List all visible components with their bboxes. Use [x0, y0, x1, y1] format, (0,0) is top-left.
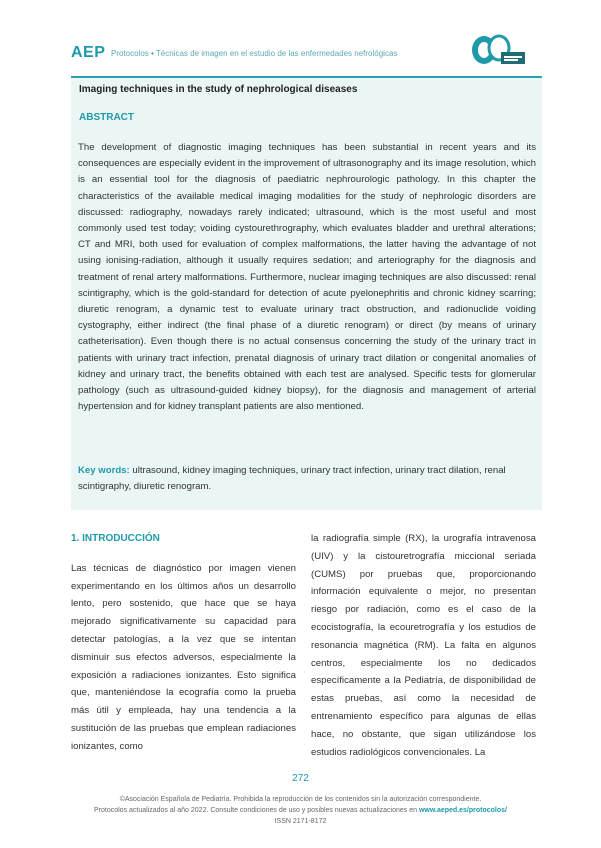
footer-update-line	[0, 805, 601, 816]
section-title: 1. INTRODUCCIÓN	[71, 533, 160, 544]
page-footer	[0, 794, 601, 827]
footer-issn: ISSN 2171-8172	[274, 818, 327, 825]
page-header	[71, 40, 541, 74]
page-number: 272	[292, 773, 309, 784]
header-section: Protocolos	[111, 49, 149, 58]
aep-logo: AEP	[71, 44, 106, 61]
header-subtitle: Técnicas de imagen en el estudio de las enfermedades nefrológicas	[155, 49, 398, 58]
abstract-body: The development of diagnostic imaging techniques has been substantial in recent years and its consequences are especially evident in the improvement of ultrasonography and its image resolution, which is an essential tool for the diagnosis of paediatric nephrourologic pathology. In this chapter the characteristics of the available medical imaging modalities for the study of nephrologic disorders are discussed: radiography, nowadays rarely indicated; ultrasound, which is the most useful and most commonly used test today; voiding cystourethrography, which evaluates bladder and urethral alterations; CT and MRI, both used for evaluation of complex malformations, the latter having the advantage of not using ionising-radiation, although it usually requires sedation; and arteriography for the diagnosis and treatment of renal artery malformations. Furthermore, nuclear imaging techniques are also discussed: renal scintigraphy, which is the gold-standard for detection of acute pyelonephritis and chronic kidney scarring; diuretic renogram, a dynamic test to evaluate urinary tract obstruction, and radionuclide voiding cystography, either indirect (the final phase of a diuretic renogram) or direct (by means of urinary catheterisation). Even though there is no actual consensus concerning the study of the urinary tract in patients with urinary tract infection, prenatal diagnosis of urinary tract dilation or congenital anomalies of kidney and urinary tract, the benefits obtained with each test are analysed. Specific tests for glomerular pathology (such as ultrasound-guided kidney biopsy), for the diagnosis and management of arterial hypertension and for kidney transplant patients are also mentioned.	[78, 142, 536, 413]
header-breadcrumb	[111, 49, 397, 58]
right-column-text: la radiografía simple (RX), la urografía intravenosa (UIV) y la cistouretrografía miccional seriada (CUMS) por pruebas que, proporcionando información equivalente o mejor, no presentan riesgo por radiación, como es el caso de la ecocistografía, la ecouretrografía y los estudios de resonancia magnética (RM). La falta en algunos centros, especialmente los no dedicados específicamente a la Pediatría, de disponibilidad de estas pruebas, así como la necesidad de entrenamiento específico para algunas de ellas hace, no obstante, que sigan utilizándose los estudios radiológicos convencionales. La	[311, 533, 536, 758]
right-column	[311, 530, 536, 761]
anniversary-emblem-icon	[467, 28, 527, 68]
header-separator: •	[151, 49, 154, 58]
abstract-keywords	[78, 463, 536, 495]
keywords-text: ultrasound, kidney imaging techniques, urinary tract infection, urinary tract dilation, renal scintigraphy, diuretic renogram.	[78, 465, 506, 493]
left-column	[71, 530, 296, 756]
abstract-box	[71, 76, 542, 510]
left-column-text: Las técnicas de diagnóstico por imagen vienen experimentando en los últimos años un desarrollo lento, pero sostenido, que hace que se haya mejorado significativamente su capacidad para detectar patologías, a la vez que se intentan disminuir sus efectos adversos, especialmente la exposición a radiaciones ionizantes. Esto significa que, manteniéndose la ecografía como la prueba más útil y empleada, hay una tendencia a la sustitución de las pruebas que emplean radiaciones ionizantes, como	[71, 562, 296, 752]
abstract-heading: ABSTRACT	[79, 112, 134, 123]
abstract-title: Imaging techniques in the study of nephrological diseases	[79, 84, 358, 95]
footer-update-text: Protocolos actualizados al año 2022. Consulte condiciones de uso y posibles nuevas actualizaciones en	[94, 807, 417, 814]
footer-link[interactable]: www.aeped.es/protocolos/	[418, 807, 507, 814]
footer-copyright: ©Asociación Española de Pediatría. Prohibida la reproducción de los contenidos sin la autorización correspondiente.	[119, 796, 482, 803]
keywords-label: Key words:	[78, 465, 130, 476]
